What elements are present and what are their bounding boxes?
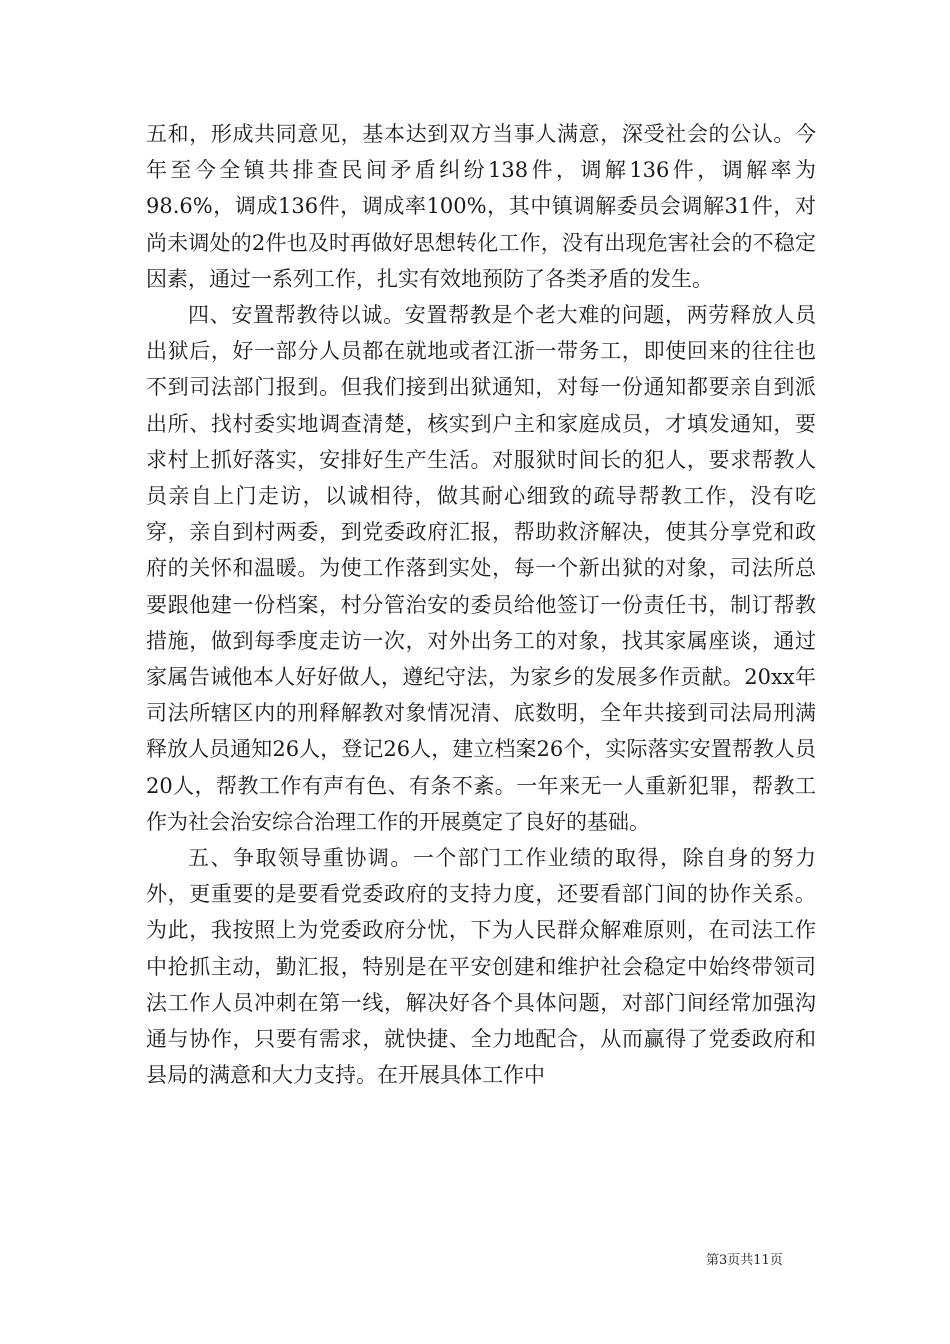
- paragraph-mediation-results: 五和，形成共同意见，基本达到双方当事人满意，深受社会的公认。今年至今全镇共排查民间矛盾纠纷138件，调解136件，调解率为98.6%，调成136件，调成率100%，其中镇调解委员会调解31件，对尚未调处的2件也及时再做好思想转化工作，没有出现危害社会的不稳定因素，通过一系列工作，扎实有效地预防了各类矛盾的发生。: [146, 122, 816, 291]
- paragraph-leadership-coordination: 五、争取领导重协调。一个部门工作业绩的取得，除自身的努力外，更重要的是要看党委政府的支持力度，还要看部门间的协作关系。为此，我按照上为党委政府分忧，下为人民群众解难原则，在司法工作中抢抓主动，勤汇报，特别是在平安创建和维护社会稳定中始终带领司法工作人员冲刺在第一线，解决好各个具体问题，对部门间经常加强沟通与协作，只要有需求，就快捷、全力地配合，从而赢得了党委政府和县局的满意和大力支持。在开展具体工作中: [146, 846, 816, 1088]
- page-number-footer: 第3页共11页: [706, 1253, 783, 1268]
- document-body: [146, 116, 816, 1093]
- paragraph-resettlement-education: 四、安置帮教待以诚。安置帮教是个老大难的问题，两劳释放人员出狱后，好一部分人员都在就地或者江浙一带务工，即使回来的往往也不到司法部门报到。但我们接到出狱通知，对每一份通知都要亲自到派出所、找村委实地调查清楚，核实到户主和家庭成员，才填发通知，要求村上抓好落实，安排好生产生活。对服狱时间长的犯人，要求帮教人员亲自上门走访，以诚相待，做其耐心细致的疏导帮教工作，没有吃穿，亲自到村两委，到党委政府汇报，帮助救济解决，使其分享党和政府的关怀和温暖。为使工作落到实处，每一个新出狱的对象，司法所总要跟他建一份档案，村分管治安的委员给他签订一份责任书，制订帮教措施，做到每季度走访一次，对外出务工的对象，找其家属座谈，通过家属告诫他本人好好做人，遵纪守法，为家乡的发展多作贡献。20xx年司法所辖区内的刑释解教对象情况清、底数明，全年共接到司法局刑满释放人员通知26人，登记26人，建立档案26个，实际落实安置帮教人员20人，帮教工作有声有色、有条不紊。一年来无一人重新犯罪，帮教工作为社会治安综合治理工作的开展奠定了良好的基础。: [146, 303, 816, 834]
